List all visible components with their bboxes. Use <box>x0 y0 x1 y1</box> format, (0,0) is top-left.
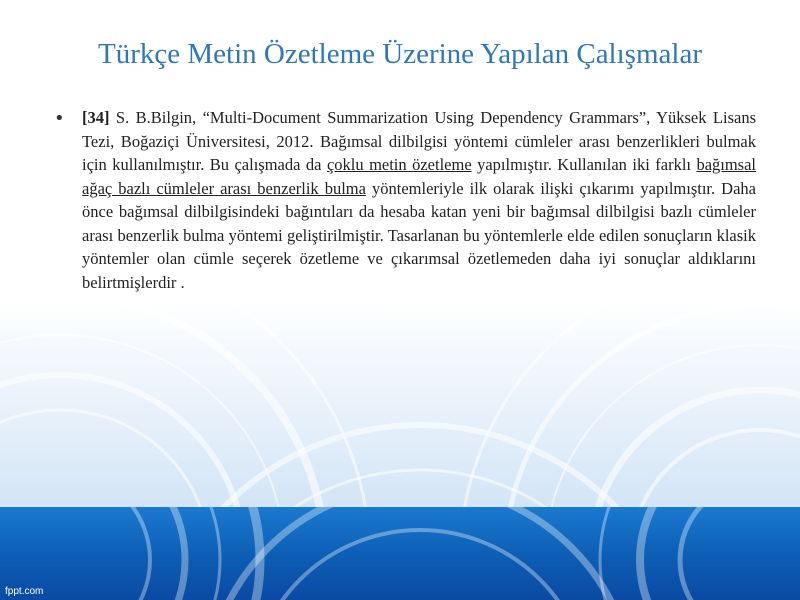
slide-title: Türkçe Metin Özetleme Üzerine Yapılan Çalışmalar <box>98 38 702 70</box>
text-part-3: yöntemleriyle ilk olarak ilişki çıkarımı yapılmıştır. Daha önce bağımsal dilbilgisindeki bağıntıları da hesaba katan yeni bir bağımsal dilbilgisi bazlı cümleler arası benzerlik bulma yöntemi geliştirilmiştir. Tasarlanan bu yöntemlerle elde edilen sonuçların klasik yöntemler olan cümle seçerek özetleme ve çıkarımsal özetlemeden daha iyi sonuçlar aldıklarını belirtmişlerdir . <box>82 178 756 292</box>
underlined-term-1: çoklu metin özetleme <box>326 155 472 174</box>
bullet-marker: • <box>54 108 65 129</box>
text-part-1: S. B.Bilgin, “Multi-Document Summarization Using Dependency Grammars”, Yüksek Lisans Tezi, Boğaziçi Üniversitesi, 2012. Bağımsal dilbilgisi yöntemi cümleler arası benzerlikleri bulmak için kullanılmıştır. Bu çalışmada da <box>82 108 756 174</box>
underlined-term-2: bağımsal ağaç bazlı cümleler arası benzerlik bulma <box>82 155 757 198</box>
text-part-2: yapılmıştır. Kullanılan iki farklı <box>471 155 697 174</box>
footer-watermark: fppt.com <box>5 586 44 597</box>
reference-number: [34] <box>82 108 110 127</box>
bullet-text <box>82 106 756 294</box>
band-rings-decoration <box>0 507 800 600</box>
bottom-band <box>0 507 800 600</box>
